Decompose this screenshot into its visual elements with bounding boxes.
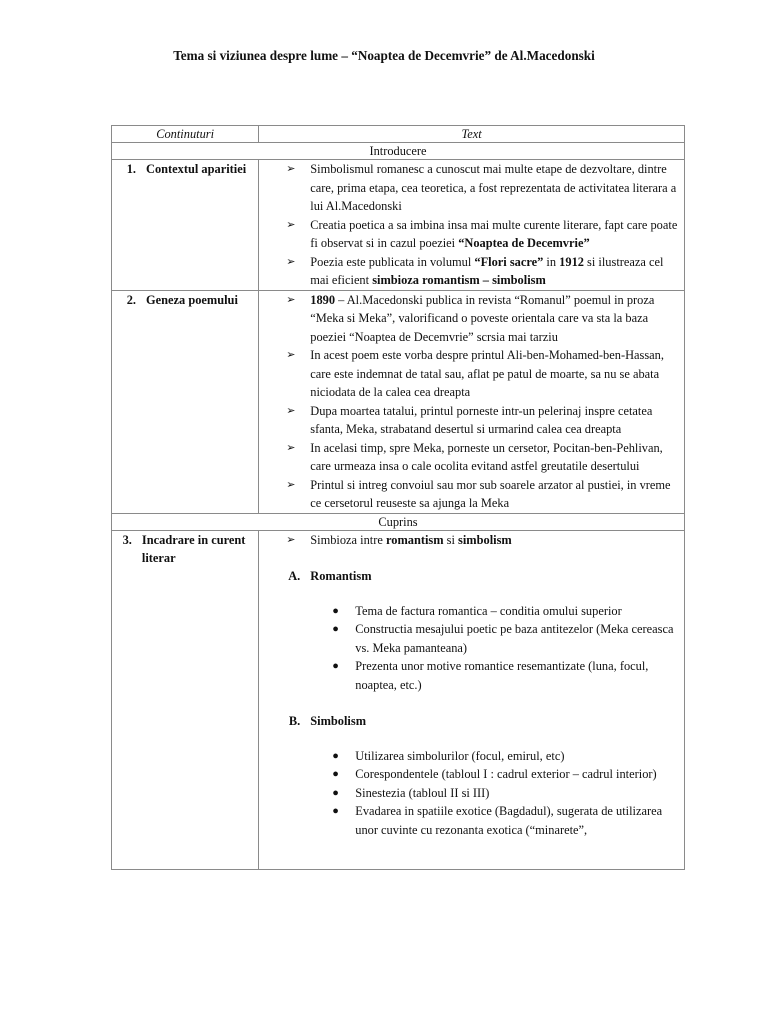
- section-row-intro: [112, 143, 685, 160]
- row-number: 1.: [126, 162, 136, 176]
- bullet-list: [259, 291, 684, 513]
- document-title: Tema si viziunea despre lume – “Noaptea de Decemvrie” de Al.Macedonski: [173, 48, 595, 63]
- list-item: ➢ Dupa moartea tatalui, printul porneste intr-un pelerinaj inspre cetatea sfanta, Meka, strabatand desertul si urmarind calea cea dreapta: [286, 403, 653, 436]
- row-title: Incadrare in curent literar: [141, 532, 246, 565]
- arrow-bullet-icon: ➢: [286, 478, 296, 491]
- list-item: ● Corespondentele (tabloul I : cadrul exterior – cadrul interior): [259, 765, 684, 784]
- list-item: ➢ Simbolismul romanesc a cunoscut mai multe etape de dezvoltare, dintre care, prima etapa, cea teoretica, a fost reprezentata de activitatea literara a lui Al.Macedonski: [286, 162, 677, 213]
- list-item: ➢ In acelasi timp, spre Meka, porneste un cersetor, Pocitan-ben-Pehlivan, care urmeaza insa o cale ocolita evitand astfel greutatile desertului: [286, 440, 663, 473]
- bullet-dot-icon: ●: [332, 604, 339, 617]
- bullet-dot-icon: ●: [332, 749, 339, 762]
- row-number: 3.: [122, 532, 132, 547]
- list-item: ● Evadarea in spatiile exotice (Bagdadul), sugerata de utilizarea unor cuvinte cu rezonanta exotica (“minarete”,: [332, 804, 663, 837]
- list-item: ➢ Simbioza intre romantism si simbolism: [259, 531, 684, 550]
- section-row-body: [112, 513, 685, 530]
- arrow-bullet-icon: ➢: [286, 163, 296, 175]
- arrow-bullet-icon: ➢: [286, 404, 296, 417]
- list-item: ● Prezenta unor motive romantice resemantizate (luna, focul, noaptea, etc.): [332, 659, 649, 692]
- row-number: 2.: [126, 292, 136, 307]
- bullet-dot-icon: ●: [332, 805, 339, 817]
- table-row: [112, 290, 685, 513]
- table-header-row: [112, 126, 685, 143]
- arrow-bullet-icon: ➢: [286, 441, 296, 454]
- subsection-heading-romantism: A. Romantism: [288, 569, 372, 583]
- table-row: [112, 530, 685, 869]
- arrow-bullet-icon: ➢: [286, 218, 296, 231]
- arrow-bullet-icon: ➢: [286, 349, 296, 361]
- bullet-dot-icon: ●: [332, 623, 339, 635]
- subsection-heading-simbolism: B. Simbolism: [288, 714, 367, 728]
- table-row: [112, 160, 685, 291]
- bullet-dot-icon: ●: [332, 768, 339, 780]
- bullet-dot-icon: ●: [332, 660, 339, 672]
- list-item: ● Constructia mesajului poetic pe baza antitezelor (Meka cereasca vs. Meka pamanteana): [332, 622, 674, 655]
- list-item: ➢ Creatia poetica a sa imbina insa mai multe curente literare, fapt care poate fi observat si in cazul poeziei “Noaptea de Decemvrie”: [286, 217, 678, 250]
- bullet-list: [259, 531, 684, 550]
- row-label: [112, 531, 258, 568]
- content-table: [111, 125, 685, 870]
- section-introducere: Introducere: [112, 143, 685, 160]
- list-item: ➢ Poezia este publicata in volumul “Flori sacre” in 1912 si ilustreaza cel mai eficient simbioza romantism – simbolism: [286, 254, 664, 287]
- list-item: ➢ 1890 – Al.Macedonski publica in revista “Romanul” poemul in proza “Meka si Meka”, valorificand o poveste orientala care va sta la baza poeziei “Noaptea de Decemvrie” scrsia mai tarziu: [286, 292, 655, 344]
- bullet-dot-icon: ●: [332, 786, 339, 799]
- simbolism-list: [259, 747, 684, 840]
- header-continuturi: Continuturi: [112, 126, 259, 143]
- section-cuprins: Cuprins: [112, 513, 685, 530]
- arrow-bullet-icon: ➢: [286, 293, 296, 306]
- arrow-bullet-icon: ➢: [286, 533, 296, 546]
- list-item: ● Tema de factura romantica – conditia omului superior: [259, 602, 684, 621]
- list-item: ➢ Printul si intreg convoiul sau mor sub soarele arzator al pustiei, in vreme ce cersetorul reuseste sa ajunga la Meka: [286, 477, 671, 510]
- arrow-bullet-icon: ➢: [286, 255, 296, 268]
- header-text: Text: [259, 126, 685, 143]
- row-title: Geneza poemului: [146, 292, 238, 307]
- row-title: Contextul aparitiei: [146, 162, 247, 176]
- list-item: ● Utilizarea simbolurilor (focul, emirul, etc): [259, 747, 684, 766]
- bullet-list: [259, 160, 684, 290]
- row-label: [112, 291, 258, 310]
- row-label: [112, 160, 258, 179]
- list-item: ➢ In acest poem este vorba despre printul Ali-ben-Mohamed-ben-Hassan, care este indemnat de tatal sau, aflat pe patul de moarte, sa nu se abata niciodata de la calea cea dreapta: [286, 348, 664, 399]
- list-item: ● Sinestezia (tabloul II si III): [259, 784, 684, 803]
- romantism-list: [259, 602, 684, 695]
